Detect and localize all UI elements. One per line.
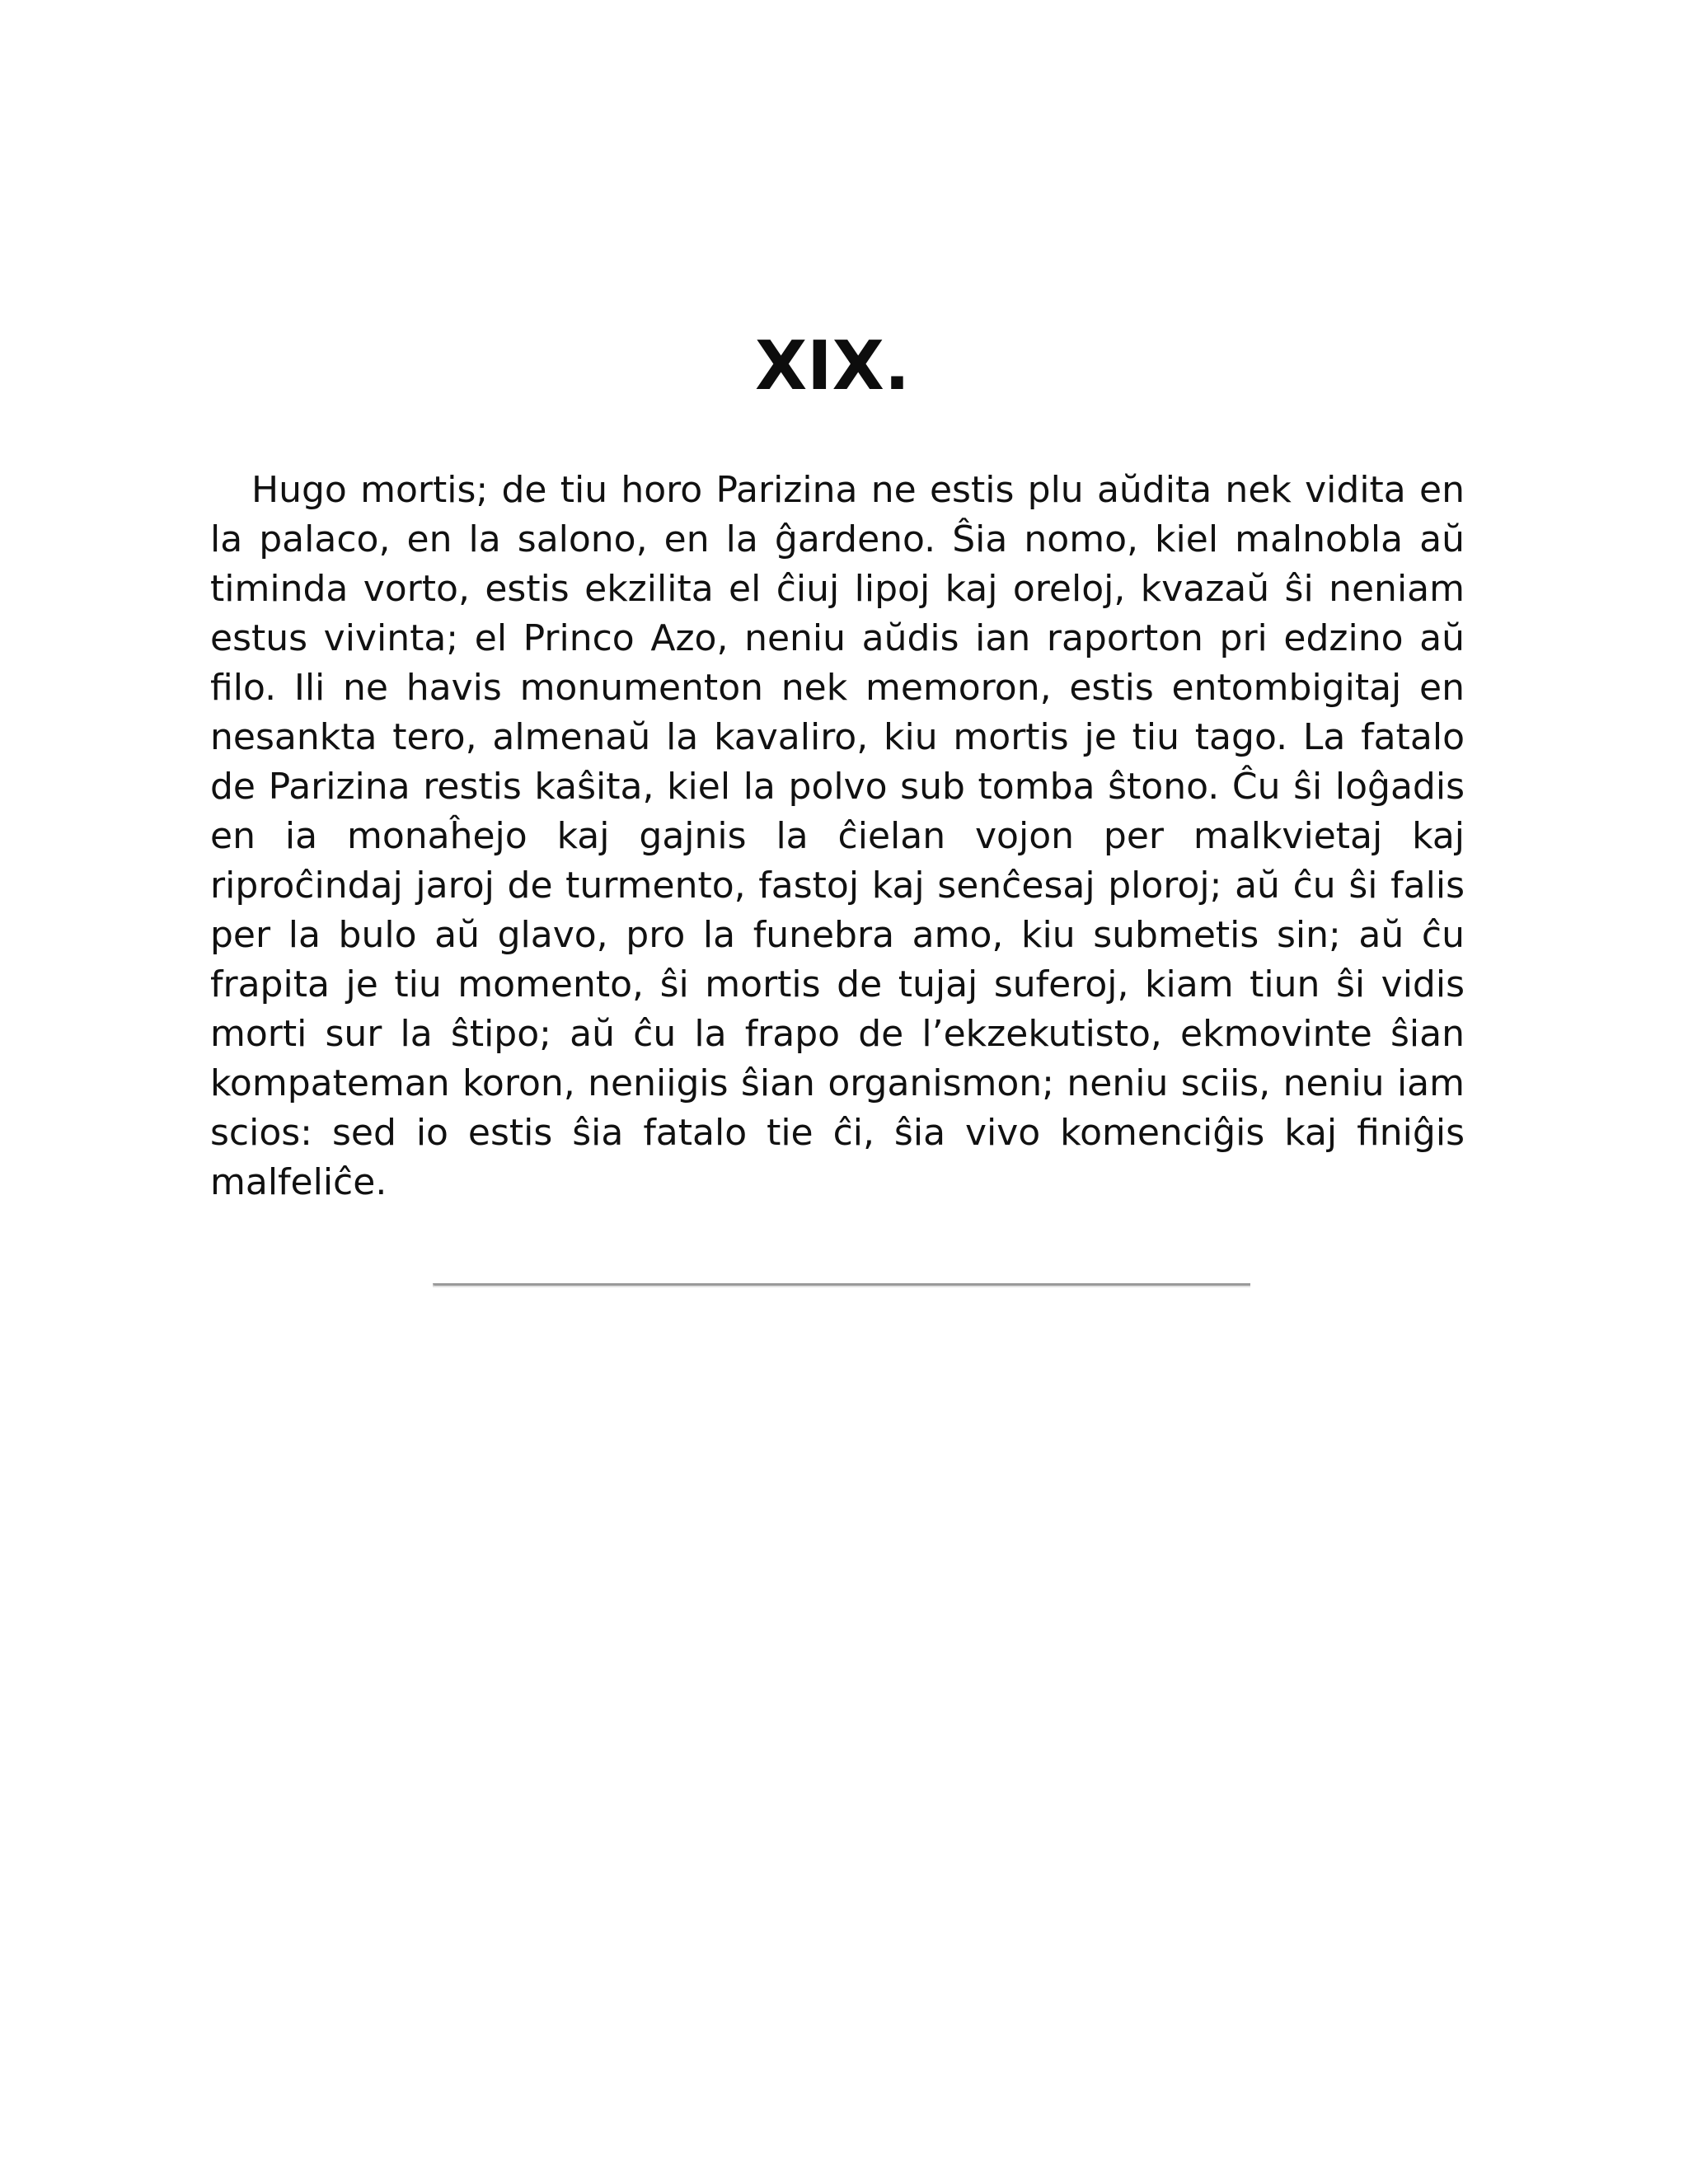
body-paragraph: Hugo mortis; de tiu horo Parizina ne estis plu aŭdita nek vidita en la palaco, en la salono, en la ĝardeno. Ŝia nomo, kiel malnobla aŭ timinda vorto, estis ekzilita el ĉiuj lipoj kaj oreloj, kvazaŭ ŝi neniam estus vivinta; el Princo Azo, neniu aŭdis ian raporton pri edzino aŭ filo. Ili ne havis monumenton nek memoron, estis entombigitaj en nesankta tero, almenaŭ la kavaliro, kiu mortis je tiu tago. La fatalo de Parizina restis kaŝita, kiel la polvo sub tomba ŝtono. Ĉu ŝi loĝadis en ia monaĥejo kaj gajnis la ĉielan vojon per malkvietaj kaj riproĉindaj jaroj de turmento, fastoj kaj senĉesaj ploroj; aŭ ĉu ŝi falis per la bulo aŭ glavo, pro la funebra amo, kiu submetis sin; aŭ ĉu frapita je tiu momento, ŝi mortis de tujaj suferoj, kiam tiun ŝi vidis morti sur la ŝtipo; aŭ ĉu la frapo de l’ekzekutisto, ekmovinte ŝian kompateman koron, neniigis ŝian organismon; neniu sciis, neniu iam scios: sed io estis ŝia fatalo tie ĉi, ŝia vivo komenciĝis kaj finiĝis malfeliĉe. [210,469,1465,1203]
section-divider [433,1283,1250,1286]
chapter-title: XIX. [754,327,911,405]
